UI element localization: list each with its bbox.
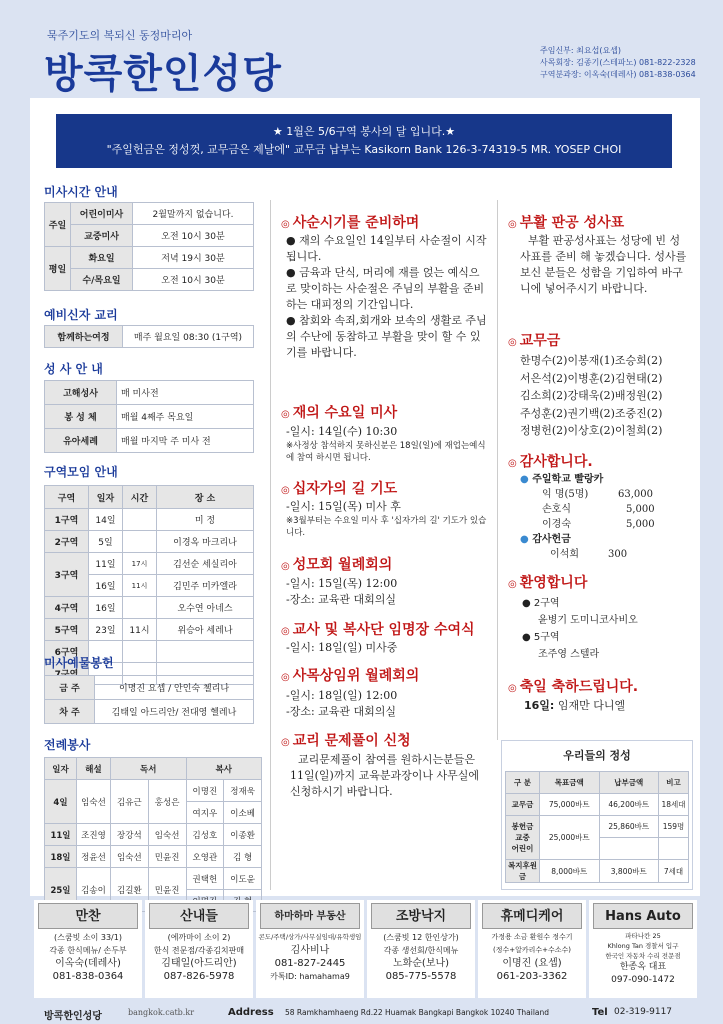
list-item: [520, 517, 692, 532]
offering-table: [505, 771, 689, 883]
lent-title: [281, 212, 419, 232]
ad-line: 카톡ID: hamahama9: [270, 972, 350, 981]
cell-label: 교중: [515, 833, 530, 842]
list-item: 주성훈(2)권기백(2)조중진(2): [520, 406, 663, 420]
ad-name: 산내들: [149, 903, 249, 929]
thanks-list: [520, 472, 692, 562]
banner-line: ★ 1월은 5/6구역 봉사의 달 입니다.★: [272, 125, 456, 138]
cell: 159명: [659, 816, 689, 838]
cell: 임숙선: [111, 846, 149, 868]
notice-line: -일시: 14일(수) 10:30: [286, 425, 398, 438]
mothers-text: [286, 576, 488, 608]
cell: 장강석: [111, 824, 149, 846]
donor: 이석희: [550, 549, 579, 560]
cell: 25일: [45, 868, 77, 912]
cell: 권택헌: [186, 868, 224, 890]
footer-name: 방콕한인성당: [44, 1011, 102, 1022]
cell: 김길환: [111, 868, 149, 912]
amount: 300: [608, 549, 628, 560]
offering-title: 우리들의 정성: [563, 749, 631, 762]
cell: 김 형: [224, 846, 262, 868]
cell: 김민주 미카엘라: [157, 575, 254, 597]
cell: 11일: [89, 553, 123, 575]
ad-line: 각종 생선회/한식메뉴: [383, 946, 459, 955]
footer: [0, 1002, 723, 1024]
lent-text: [286, 233, 488, 361]
ad-line: 한식 전문점/각종김치판매: [153, 946, 245, 955]
cell: 75,000바트: [540, 794, 600, 816]
ring-icon: ◎: [281, 561, 290, 572]
header: [0, 0, 723, 98]
ads-row: [30, 900, 700, 1000]
ad-line: (정수+알카리수+수소수): [492, 946, 572, 954]
quiz-text: 교리문제풀이 참여를 원하시는분들은 11일(일)까지 교육분과장이나 사무실에 신청하시기 바랍니다.: [290, 753, 479, 798]
cell: [123, 509, 157, 531]
notice-line: -일시: 15일(목) 미사 후: [286, 500, 401, 513]
notice-banner: [56, 114, 672, 168]
birthday-line: [524, 697, 625, 713]
cell: 수/목요일: [71, 269, 133, 291]
ad-card: [256, 900, 364, 998]
cell-label: 어린이: [511, 844, 534, 853]
flower-table: [44, 675, 254, 724]
ad-name: 하마하마 부동산: [260, 903, 360, 929]
catechumen-table: [44, 325, 254, 348]
notice-title: 교리 문제풀이 신청: [292, 733, 411, 749]
easter-title: [508, 212, 624, 232]
mothers-title: [281, 554, 392, 574]
ring-icon: ◎: [281, 626, 290, 637]
cell: 이도윤: [224, 868, 262, 890]
cell: 목표금액: [540, 772, 600, 794]
donor: 손호식: [542, 504, 571, 515]
staff-line: 구역분과장: 이옥숙(데레사) 081-838-0364: [540, 70, 696, 79]
ad-card: [145, 900, 253, 998]
cell: 4구역: [45, 597, 89, 619]
ad-line: 이명진 (요셉): [502, 958, 562, 969]
bullet-icon: ●: [520, 534, 533, 545]
notice-line: -장소: 교육관 대회의실: [286, 593, 397, 606]
cell: 이명진: [186, 780, 224, 802]
donor: 익 명(5명): [542, 489, 589, 500]
cell: 납부금액: [599, 772, 659, 794]
thanks-sub: [520, 472, 692, 487]
cell: 함께하는여정: [45, 326, 123, 348]
ad-name: 조방낙지: [371, 903, 471, 929]
district-title: 구역모임 안내: [44, 465, 118, 479]
notice-title: 축일 축하드립니다.: [519, 679, 639, 695]
notice-title: 교무금: [519, 333, 561, 349]
staff-line: 사목회장: 김종기(스테파노) 081-822-2328: [540, 58, 696, 67]
cell: 임숙선: [148, 824, 186, 846]
cell: 민윤진: [148, 868, 186, 912]
cell: 23일: [89, 619, 123, 641]
ad-line: 한국인 자동차 수리 전문점: [605, 952, 681, 960]
catechumen-title: 예비신자 교리: [44, 308, 118, 322]
page-title: 방콕한인성당: [44, 51, 282, 97]
ad-line: 한종옥 대표: [619, 962, 667, 972]
cell: 김성호: [186, 824, 224, 846]
ad-line: 파타나칸 25: [625, 932, 661, 940]
ad-line: Khlong Tan 경찰서 입구: [607, 942, 679, 950]
cell: 매월 마지막 주 미사 전: [117, 429, 254, 453]
ring-icon: ◎: [281, 219, 290, 230]
notice-line: -장소: 교육관 대회의실: [286, 705, 397, 718]
cell: 민윤진: [148, 846, 186, 868]
cell: 김선순 세실리아: [157, 553, 254, 575]
cell: 복사: [186, 758, 262, 780]
list-item: [520, 547, 692, 562]
cell: 임숙선: [77, 780, 111, 824]
cell: 구 분: [506, 772, 540, 794]
cell: 매주 월요일 08:30 (1구역): [123, 326, 254, 348]
servers-title: 전례봉사: [44, 738, 91, 752]
ad-line: (스쿰빗 소이 33/1): [54, 933, 122, 942]
ad-line: 각종 한식메뉴/ 손두부: [49, 946, 127, 955]
ad-line: 김태일(아드리안): [161, 958, 237, 969]
cell: 김태일 아드리안/ 전대영 헬레나: [95, 700, 254, 724]
amount: 5,000: [626, 519, 655, 530]
council-title: [281, 665, 419, 685]
list-item: 서은석(2)이병훈(2)김현태(2): [520, 371, 663, 385]
cell-label: 봉헌금: [511, 822, 534, 831]
cell: 교무금: [506, 794, 540, 816]
notice-note: ※사정상 참석하지 못하신분은 18일(일)에 재업는예식에 참여 하시면 됩니다.: [286, 441, 486, 463]
mass-title: 미사시간 안내: [44, 185, 118, 199]
flower-title: 미사예물봉헌: [44, 656, 114, 670]
cell: 3구역: [45, 553, 89, 597]
ring-icon: ◎: [281, 737, 290, 748]
notice-title: 성모회 월례회의: [292, 557, 393, 573]
ad-line: 이옥숙(데레사): [55, 958, 121, 969]
ash-text: [286, 424, 488, 464]
cell: 차 주: [45, 700, 95, 724]
cell: [123, 531, 157, 553]
ad-card: [478, 900, 586, 998]
cell: 2월말까지 없습니다.: [133, 203, 254, 225]
cell: 11시: [123, 619, 157, 641]
cell: 정윤선: [77, 846, 111, 868]
cell: 일자: [89, 486, 123, 509]
cell: 16일: [89, 575, 123, 597]
ad-line: (스쿰빗 12 한인상가): [383, 933, 459, 942]
donor: 이경숙: [542, 519, 571, 530]
servers-table: [44, 757, 262, 912]
welcome-title: [508, 572, 587, 592]
ad-line: 085-775-5578: [385, 971, 457, 982]
cell: 16일: [89, 597, 123, 619]
cell: 매 미사전: [117, 381, 254, 405]
cell: 비고: [659, 772, 689, 794]
footer-address-label: Address: [228, 1007, 274, 1018]
notice-title: 사목상임위 월례회의: [292, 668, 420, 684]
cell: 저녁 19시 30분: [133, 247, 254, 269]
list-item: [520, 502, 692, 517]
mass-table: [44, 202, 254, 291]
cell: 이명진 요셉 / 안인숙 첼리나: [95, 676, 254, 700]
notice-line: -일시: 18일(일) 12:00: [286, 689, 398, 702]
notice-title: 부활 판공 성사표: [519, 215, 625, 231]
cell: 시간: [123, 486, 157, 509]
cell: 여지우: [186, 802, 224, 824]
group: 2구역: [533, 598, 560, 609]
notice-title: 감사합니다.: [519, 454, 593, 470]
cell: 조진영: [77, 824, 111, 846]
cell: 8,000바트: [540, 860, 600, 883]
notice-title: 환영합니다: [519, 575, 588, 591]
footer-tel: 02-319-9117: [614, 1007, 673, 1017]
notice-note: ※3월부터는 수요일 미사 후 '십자가의 길' 기도가 있습니다.: [286, 516, 487, 538]
ring-icon: ◎: [508, 458, 517, 469]
ad-line: 087-826-5978: [163, 971, 235, 982]
cell: 홍성은: [148, 780, 186, 824]
ring-icon: ◎: [508, 337, 517, 348]
tagline: 묵주기도의 복되신 동정마리아: [47, 29, 193, 42]
cell: 1구역: [45, 509, 89, 531]
notice-line: ● 참회와 속죄,회개와 보속의 생활로 주님의 수난에 동참하고 부활을 맞이 할 수 있기를 바랍니다.: [286, 314, 487, 359]
list-item: 한명수(2)이봉재(1)조승희(2): [520, 354, 663, 367]
cell: 이경옥 마크리나: [157, 531, 254, 553]
ad-card: [367, 900, 475, 998]
staff-line: 주임신부: 최요섭(요셉): [540, 46, 622, 55]
cell: 주일: [45, 203, 71, 247]
cell: 5일: [89, 531, 123, 553]
cell: 교중미사: [71, 225, 133, 247]
cell: 장 소: [157, 486, 254, 509]
column-divider: [270, 200, 271, 890]
cell: 금 주: [45, 676, 95, 700]
cell: 복지후원금: [506, 860, 540, 883]
cell: 이소베: [224, 802, 262, 824]
thanks-title: [508, 451, 593, 471]
sub-label: 주일학교 빨랑카: [532, 474, 604, 485]
sub-label: 감사헌금: [532, 534, 571, 545]
ad-name: 휴메디케어: [482, 903, 582, 929]
list-item: ● 2구역: [522, 598, 560, 609]
cell: 25,860바트: [599, 816, 659, 838]
cell: 평일: [45, 247, 71, 291]
dues-list: [520, 352, 692, 440]
cell: 3,800바트: [599, 860, 659, 883]
birthday-title: [508, 676, 638, 696]
cell: 일자: [45, 758, 77, 780]
cell: 4일: [45, 780, 77, 824]
cell: 화요일: [71, 247, 133, 269]
cell: 매월 4째주 목요일: [117, 405, 254, 429]
sacrament-title: 성 사 안 내: [44, 362, 103, 376]
stations-title: [281, 478, 397, 498]
ring-icon: ◎: [508, 219, 517, 230]
cell: 5구역: [45, 619, 89, 641]
ad-line: 노화순(보나): [392, 958, 450, 969]
cell: 오전 10시 30분: [133, 269, 254, 291]
cell: 봉 성 체: [45, 405, 117, 429]
ring-icon: ◎: [508, 683, 517, 694]
appointment-text: [286, 640, 488, 656]
bullet-icon: ●: [520, 474, 533, 485]
notice-line: -일시: 18일(일) 미사중: [286, 641, 398, 654]
cell: 2구역: [45, 531, 89, 553]
ad-name: 만찬: [38, 903, 138, 929]
quiz-title: [281, 730, 411, 750]
ring-icon: ◎: [281, 409, 290, 420]
notice-line: ● 재의 수요일인 14일부터 사순절이 시작됩니다.: [286, 234, 487, 263]
banner-line: "주일헌금은 정성껏, 교무금은 제날에" 교무금 납부는 Kasikorn Bank 126-3-74319-5 MR. YOSEP CHOI: [106, 143, 622, 156]
ad-card: [589, 900, 697, 998]
name: 임재만 다니엘: [557, 699, 626, 712]
footer-address: 58 Ramkhamhaeng Rd.22 Huamak Bangkapi Bangkok 10240 Thailand: [285, 1008, 550, 1017]
notice-title: 십자가의 길 기도: [292, 481, 398, 497]
cell: 어린이미사: [71, 203, 133, 225]
sacrament-table: [44, 380, 254, 453]
list-item: [520, 487, 692, 502]
ad-line: 081-838-0364: [52, 971, 124, 982]
list-item: 김소희(2)강태욱(2)배정원(2): [520, 389, 663, 402]
day: 16일:: [524, 699, 555, 712]
cell: 이종환: [224, 824, 262, 846]
ad-line: 가정용 소금 환원수 정수기: [491, 933, 573, 941]
council-text: [286, 688, 488, 720]
cell: 구역: [45, 486, 89, 509]
cell: 오영관: [186, 846, 224, 868]
member: 조주영 스텔라: [538, 649, 600, 660]
ad-line: 콘도/주택/상가/사무실임대/유학생임: [258, 933, 362, 941]
cell: 고해성사: [45, 381, 117, 405]
notice-line: ● 금육과 단식, 머리에 재를 얹는 예식으로 맞이하는 사순절은 주님의 부활을 준비하는 대피정의 기간입니다.: [286, 266, 485, 311]
column-divider: [497, 200, 498, 740]
cell: [123, 597, 157, 619]
dues-title: [508, 330, 560, 350]
notice-title: 재의 수요일 미사: [292, 405, 398, 421]
ring-icon: ◎: [508, 579, 517, 590]
offering-box: [501, 740, 693, 890]
cell: 7세대: [659, 860, 689, 883]
cell: 김송이: [77, 868, 111, 912]
ring-icon: ◎: [281, 485, 290, 496]
cell: 14일: [89, 509, 123, 531]
cell: 해설: [77, 758, 111, 780]
notice-line: -일시: 15일(목) 12:00: [286, 577, 398, 590]
notice-title: 사순시기를 준비하며: [292, 215, 420, 231]
cell: 정재욱: [224, 780, 262, 802]
cell: 오수연 아네스: [157, 597, 254, 619]
welcome-list: [522, 595, 692, 663]
cell: 17시: [123, 553, 157, 575]
cell: 유아세례: [45, 429, 117, 453]
group: 5구역: [533, 632, 560, 643]
cell: 위승아 세레나: [157, 619, 254, 641]
list-item: 정병헌(2)이상호(2)이철희(2): [520, 424, 663, 437]
notice-title: 교사 및 복사단 임명장 수여식: [292, 622, 475, 638]
appointment-title: [281, 619, 475, 639]
amount: 63,000: [618, 489, 653, 500]
cell: 25,000바트: [540, 816, 600, 860]
amount: 5,000: [626, 504, 655, 515]
easter-text: 부활 판공성사표는 성당에 빈 성사표를 준비 해 놓겠습니다. 성사를 보신 분들은 성함을 기입하여 바구니에 넣어주시기 바랍니다.: [520, 234, 687, 295]
ash-title: [281, 402, 397, 422]
cell: 18세대: [659, 794, 689, 816]
ad-line: 김사비나: [290, 945, 330, 956]
ad-line: (에까마이 소이 2): [167, 933, 231, 942]
staff-info: [540, 45, 696, 81]
cell: 독서: [111, 758, 187, 780]
ad-line: 097-090-1472: [611, 975, 675, 985]
cell: 18일: [45, 846, 77, 868]
ad-line: 061-203-3362: [496, 971, 568, 982]
stations-text: [286, 499, 488, 539]
cell: 미 정: [157, 509, 254, 531]
footer-tel-label: Tel: [592, 1007, 608, 1018]
cell: 6구역: [45, 641, 89, 663]
ad-name: Hans Auto: [593, 903, 693, 929]
cell: 오전 10시 30분: [133, 225, 254, 247]
cell: 11시: [123, 575, 157, 597]
member: 윤병기 도미니코사비오: [538, 615, 638, 626]
ad-card: [34, 900, 142, 998]
list-item: ● 5구역: [522, 632, 560, 643]
thanks-sub: [520, 532, 692, 547]
ad-line: 081-827-2445: [274, 958, 346, 969]
footer-site: bangkok.catb.kr: [128, 1008, 195, 1017]
cell: 11일: [45, 824, 77, 846]
cell: 김유근: [111, 780, 149, 824]
ring-icon: ◎: [281, 672, 290, 683]
cell: [506, 816, 540, 860]
cell: 46,200바트: [599, 794, 659, 816]
